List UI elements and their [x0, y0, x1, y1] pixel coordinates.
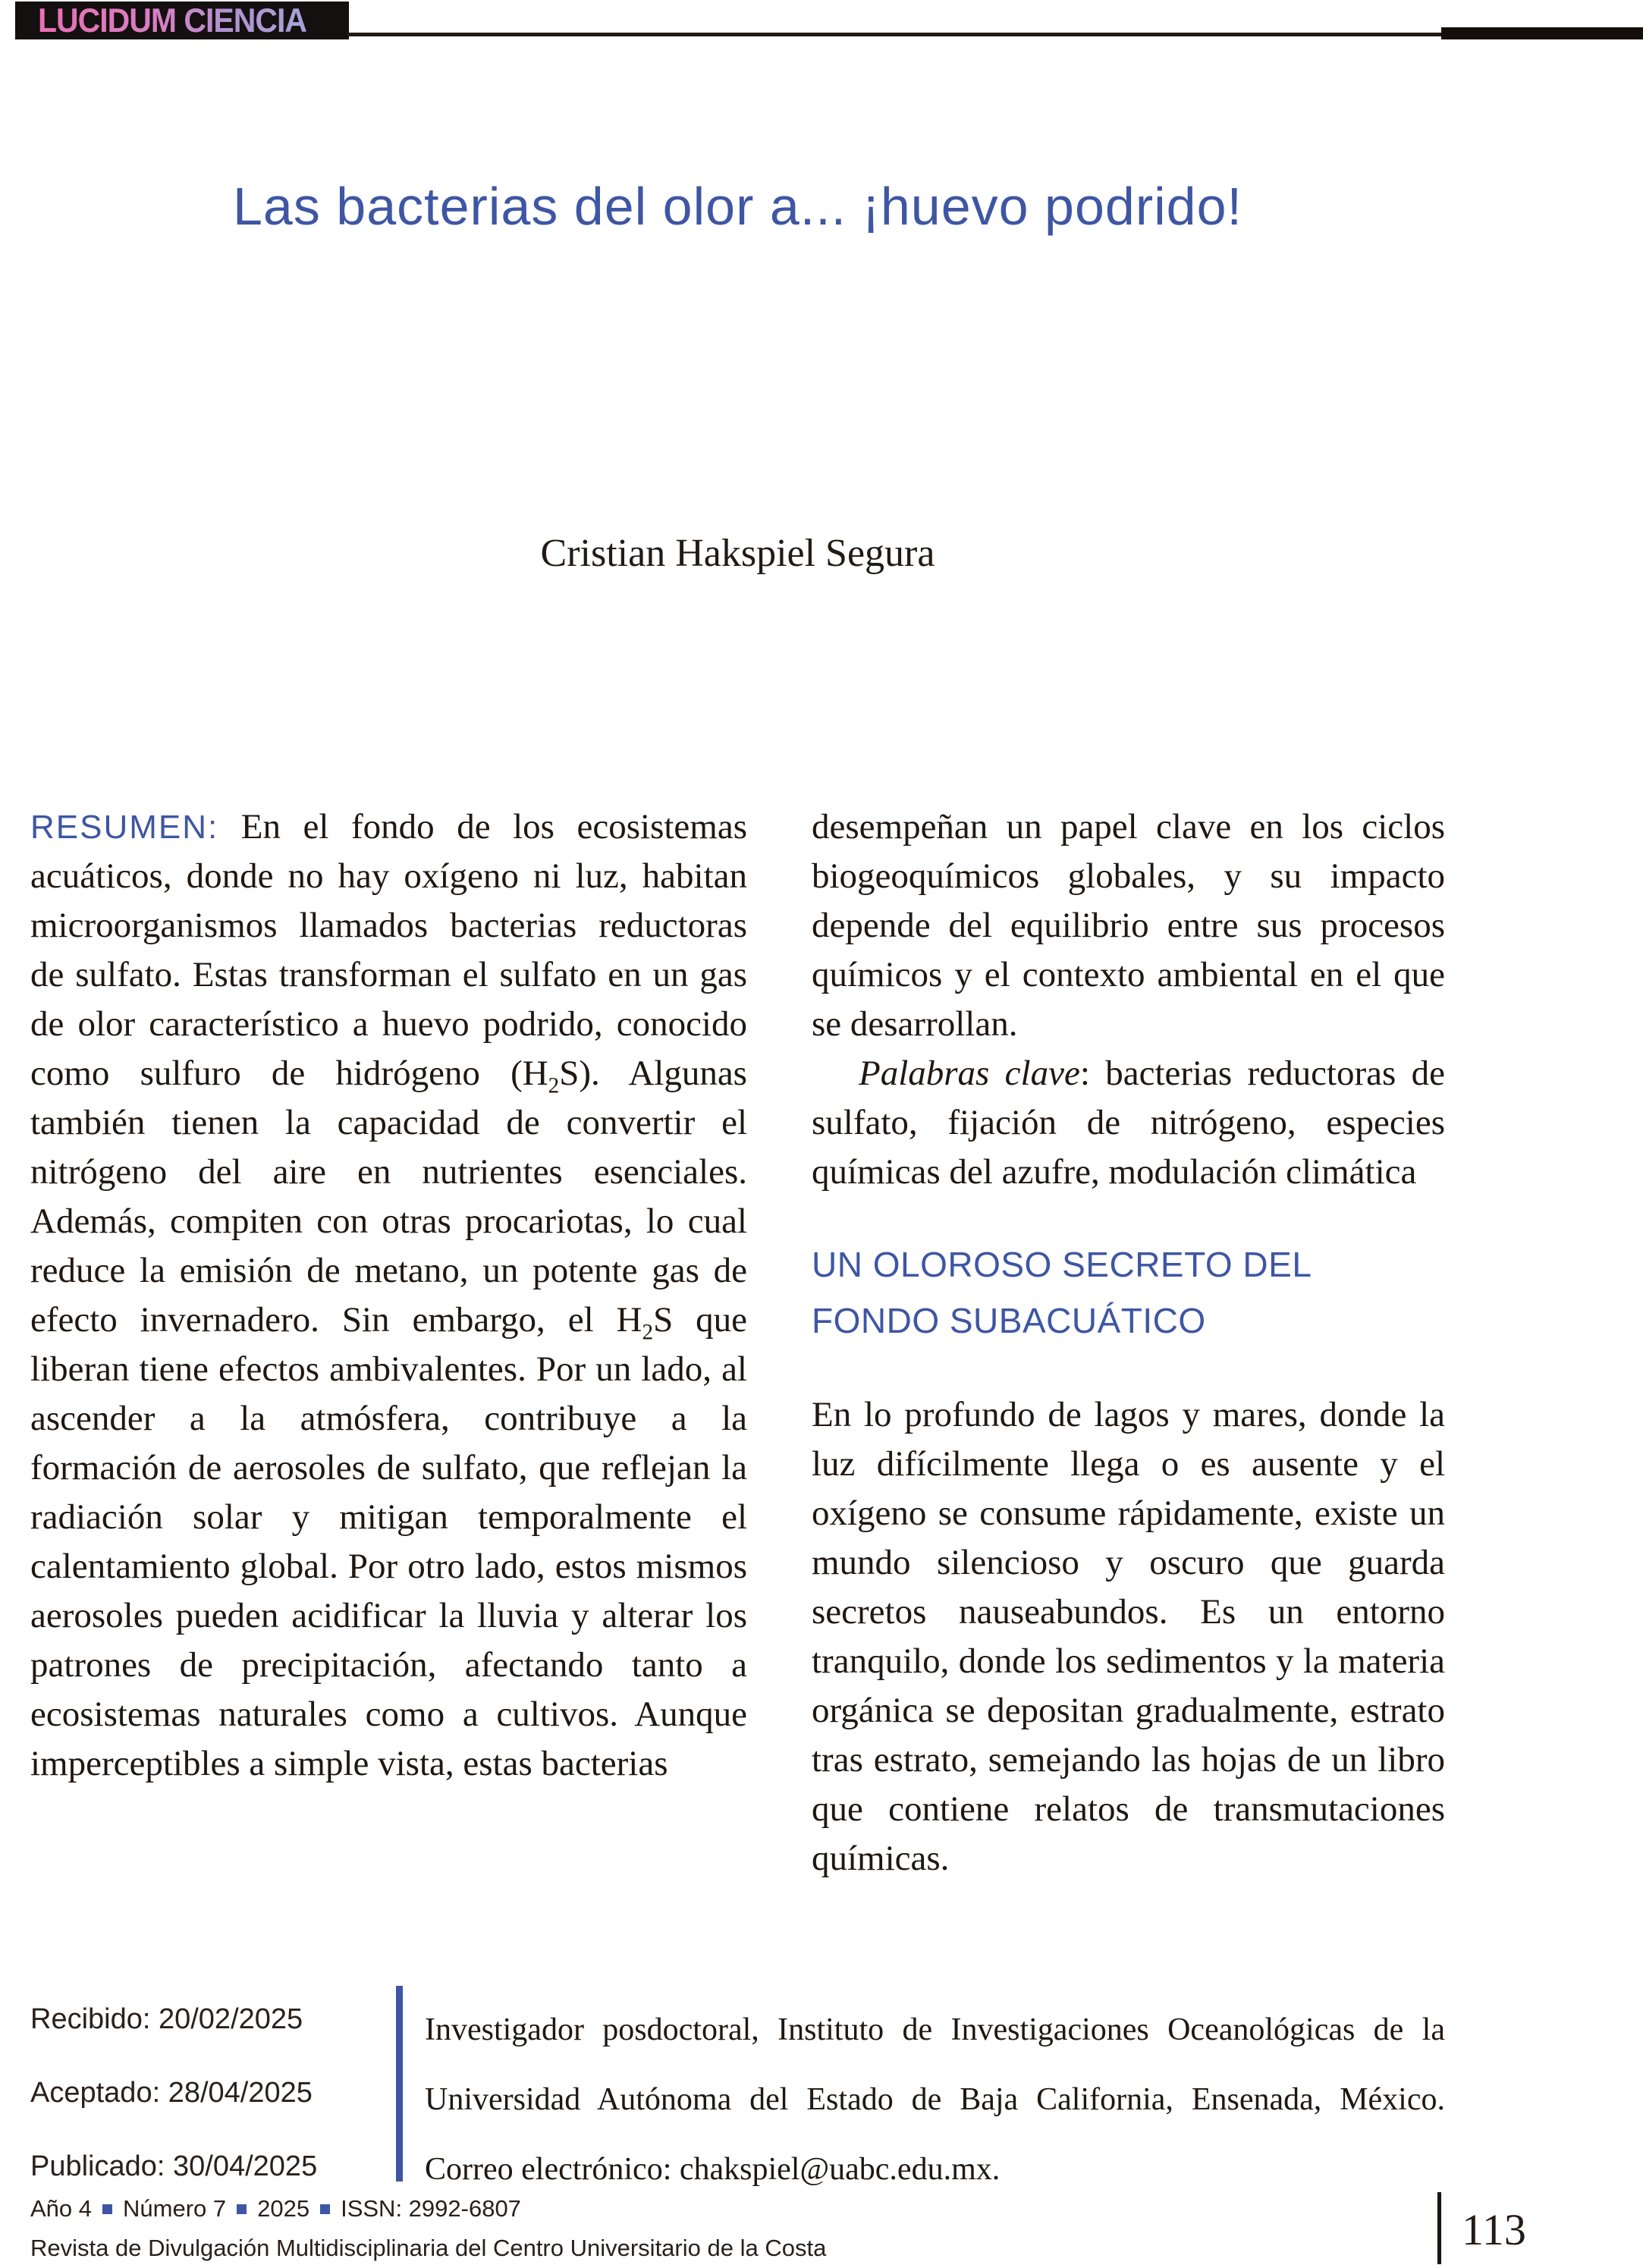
text-segment: desempeñan un papel clave en los ciclos biogeoquímicos globales, y su impacto depende del equilibrio entre sus procesos químicos y el contexto ambiental en el que se desarrollan.: [812, 807, 1445, 1044]
text-segment: Palabras clave: [859, 1054, 1080, 1093]
text-segment: S). Algunas también tienen la capacidad de convertir el nitrógeno del aire en nutrientes esenciales. Además, compiten con otras procariotas, lo cual reduce la emisión de metano, un potente gas de efecto invernadero. Sin embargo, el H: [30, 1054, 747, 1340]
header-rule-accent: [1441, 27, 1643, 39]
section-heading: UN OLOROSO SECRETO DEL FONDO SUBACUÁTICO: [812, 1245, 1311, 1340]
author-affiliation: Investigador posdoctoral, Instituto de Investigaciones Oceanológicas de la Universidad Autónoma del Estado de Baja California, Ensenada, México. Correo electrónico: chakspiel@uabc.edu.mx.: [425, 2012, 1445, 2187]
footer-meta-item: 2025: [257, 2195, 310, 2222]
column-right: [812, 803, 1445, 1883]
text-segment: S que liberan tiene efectos ambivalentes. Por un lado, al ascender a la atmósfera, contribuye a la formación de aerosoles de sulfato, que reflejan la radiación solar y mitigan temporalmente el calentamiento global. Por otro lado, estos mismos aerosoles pueden acidificar la lluvia y alterar los patrones de precipitación, afectando tanto a ecosistemas naturales como a cultivos. Aunque imperceptibles a simple vista, estas bacterias: [30, 1300, 747, 1783]
footer-meta-item: Año 4: [30, 2195, 93, 2222]
body-columns: [30, 803, 1445, 1883]
separator-square-icon: [320, 2204, 330, 2214]
accepted-date: Aceptado: 28/04/2025: [30, 2077, 313, 2109]
text-segment: En el fondo de los ecosistemas acuáticos, donde no hay oxígeno ni luz, habitan microorganismos llamados bacterias reductoras de sulfato. Estas transforman el sulfato en un gas de olor característico a huevo podrido, conocido como sulfuro de hidrógeno (H: [30, 807, 747, 1093]
separator-square-icon: [102, 2204, 112, 2214]
page-title: Las bacterias del olor a... ¡huevo podrido!: [233, 177, 1242, 236]
author-name: Cristian Hakspiel Segura: [540, 532, 935, 575]
footer-issue-meta: [30, 2195, 521, 2222]
column-left: [30, 803, 747, 1883]
received-date: Recibido: 20/02/2025: [30, 2003, 303, 2035]
footer-meta-item: Número 7: [123, 2195, 227, 2222]
footer-journal-name: Revista de Divulgación Multidisciplinaria del Centro Universitario de la Costa: [30, 2235, 827, 2261]
footnote-divider-bar: [396, 1986, 403, 2182]
keywords-paragraph: [812, 1049, 1445, 1197]
page-number-bar: [1437, 2192, 1441, 2264]
separator-square-icon: [237, 2204, 247, 2214]
text-segment: : bacterias reductoras de sulfato, fijación de nitrógeno, especies químicas del azufre, modulación climática: [812, 1054, 1445, 1192]
abstract-label: RESUMEN:: [30, 809, 219, 846]
journal-logo: [15, 2, 349, 39]
text-segment: 2: [548, 1073, 560, 1098]
page-number: 113: [1462, 2205, 1526, 2254]
text-segment: 2: [642, 1320, 654, 1345]
article-dates: [30, 2004, 317, 2225]
footer-meta-item: ISSN: 2992-6807: [341, 2195, 521, 2222]
abstract-paragraph: [30, 803, 747, 1789]
journal-logo-text: LUCIDUM CIENCIA: [38, 1, 306, 39]
published-date: Publicado: 30/04/2025: [30, 2150, 318, 2182]
footnote-block: [30, 1986, 1445, 2187]
section-paragraph: En lo profundo de lagos y mares, donde la luz difícilmente llega o es ausente y el oxígeno se consume rápidamente, existe un mundo silencioso y oscuro que guarda secretos nauseabundos. Es un entorno tranquilo, donde los sedimentos y la materia orgánica se depositan gradualmente, estrato tras estrato, semejando las hojas de un libro que contiene relatos de transmutaciones químicas.: [812, 1395, 1445, 1878]
abstract-text-col1: [30, 807, 747, 1783]
abstract-continuation: [812, 803, 1445, 1049]
